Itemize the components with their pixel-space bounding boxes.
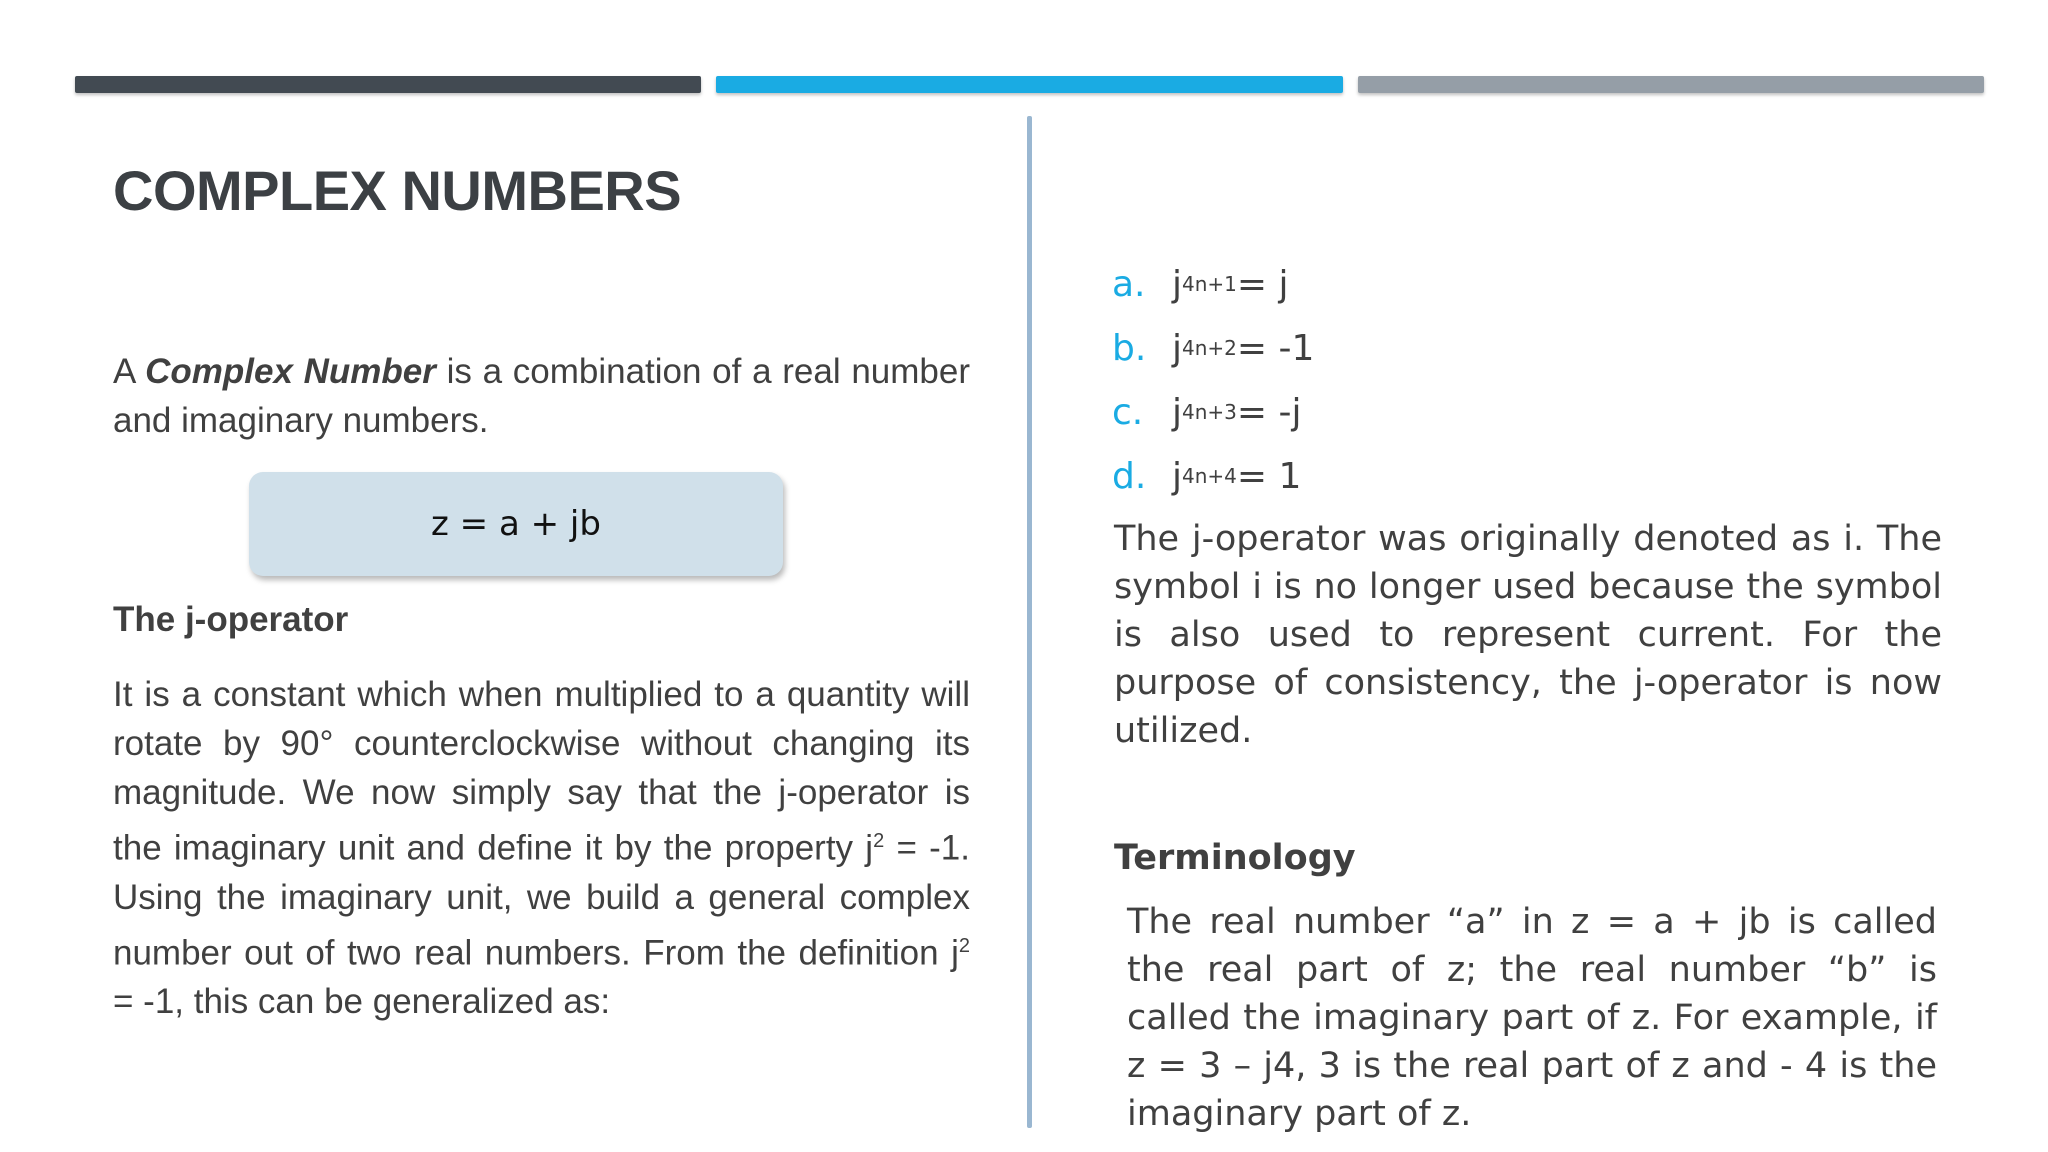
list-exponent: 4n+2 [1182,336,1237,360]
list-base: j [1172,263,1183,305]
list-rest: = j [1236,263,1289,305]
j-operator-heading: The j-operator [113,600,349,639]
list-rest: = 1 [1236,455,1302,497]
intro-prefix: A [113,352,146,391]
j-operator-sup-2: 2 [958,934,970,957]
column-divider [1027,116,1032,1128]
j-operator-paragraph [113,670,970,1026]
list-rest: = -1 [1236,327,1315,369]
list-item [1112,252,1314,316]
list-item [1112,380,1314,444]
slide-title: COMPLEX NUMBERS [113,159,682,222]
j-operator-text-3: = -1, this can be generalized as: [113,982,611,1022]
list-exponent: 4n+1 [1182,272,1237,296]
j-operator-text-2: = -1. Using the imaginary unit, we build a general complex number out of two real numbers. From the definition j [113,828,970,973]
formula-text: z = a + jb [431,504,601,544]
j-operator-text-1: It is a constant which when multiplied to a quantity will rotate by 90° counterclockwise without changing its magnitude. We now simply say that the j-operator is the imaginary unit and define it by the property j [113,675,970,868]
list-item [1112,316,1314,380]
list-exponent: 4n+4 [1182,464,1237,488]
header-bar-gray [1358,76,1984,93]
list-base: j [1172,391,1183,433]
intro-suffix: is a combination of a real number and imaginary numbers. [113,352,970,440]
list-base: j [1172,455,1183,497]
list-marker: c. [1112,391,1144,433]
list-rest: = -j [1236,391,1302,433]
header-bar-dark [75,76,701,93]
terminology-heading: Terminology [1114,838,1356,878]
list-item [1112,444,1314,508]
list-exponent: 4n+3 [1182,400,1237,424]
header-bar-blue [716,76,1343,93]
formula-box [249,472,783,576]
j-operator-origin-paragraph: The j-operator was originally denoted as i. The symbol i is no longer used because the symbol is also used to represent current. For the purpose of consistency, the j-operator is now utilized. [1114,519,1942,751]
powers-of-j-list [1112,252,1314,508]
intro-paragraph [113,347,970,445]
list-marker: d. [1112,455,1147,497]
j-operator-sup-1: 2 [873,830,885,852]
list-marker: b. [1112,327,1147,369]
intro-term: Complex Number [145,352,436,391]
list-marker: a. [1112,263,1146,305]
terminology-paragraph: The real number “a” in z = a + jb is called the real part of z; the real number “b” is called the imaginary part of z. For example, if z = 3 – j4, 3 is the real part of z and - 4 is the imaginary part of z. [1127,902,1937,1134]
list-base: j [1172,327,1183,369]
